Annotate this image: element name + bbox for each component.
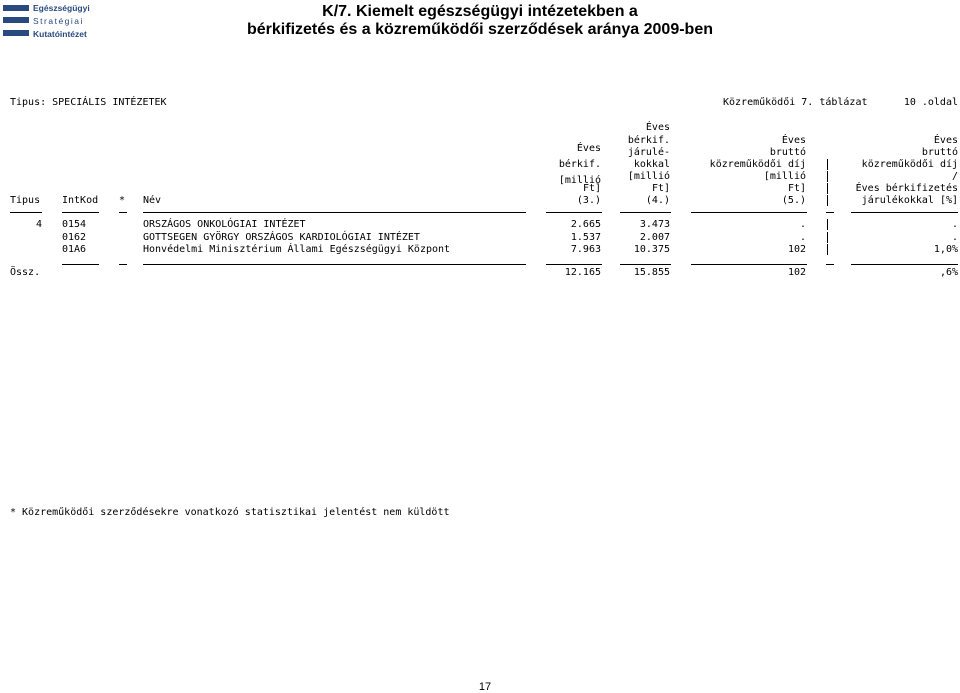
table-reference: Közreműködői 7. táblázat [723, 97, 868, 108]
column-separator [827, 219, 828, 230]
page-title-line-1: K/7. Kiemelt egészségügyi intézetekben a [322, 3, 638, 20]
header-c3-line: (3.) [576, 195, 601, 206]
table-row-c3: 7.963 [570, 244, 601, 255]
header-c6-line: bruttó [921, 147, 958, 158]
rule [143, 264, 526, 265]
column-separator [827, 244, 828, 255]
header-c4-line: Ft] [651, 183, 670, 194]
table-row-name: GOTTSEGEN GYÖRGY ORSZÁGOS KARDIOLÓGIAI INTÉZET [143, 232, 420, 243]
header-nev: Név [143, 195, 162, 206]
header-c6-line: Éves [933, 135, 958, 146]
table-row-c5: . [799, 219, 806, 230]
header-c4-line: [millió [627, 171, 670, 182]
header-c4-line: bérkif. [627, 135, 670, 146]
column-separator [827, 159, 828, 170]
header-c5-line: (5.) [781, 195, 806, 206]
rule [62, 264, 99, 265]
header-c5-line: Éves [781, 135, 806, 146]
rule [143, 212, 526, 213]
total-c4: 15.855 [633, 267, 670, 278]
rule [62, 212, 99, 213]
rule [546, 212, 602, 213]
rule [826, 264, 834, 265]
table-row-name: ORSZÁGOS ONKOLÓGIAI INTÉZET [143, 219, 306, 230]
rule [620, 264, 671, 265]
table-row-c4: 10.375 [633, 244, 670, 255]
header-c6-line: járulékokkal [%] [861, 195, 958, 206]
total-c6: ,6% [939, 267, 958, 278]
column-separator [827, 232, 828, 243]
rule [546, 264, 602, 265]
institution-type: Tipus: SPECIÁLIS INTÉZETEK [10, 97, 167, 108]
logo-line-3: Kutatóintézet [33, 29, 87, 39]
rule [851, 212, 958, 213]
rule [119, 264, 127, 265]
table-row-c6: . [951, 232, 958, 243]
column-separator [827, 195, 828, 206]
table-row-c4: 2.007 [639, 232, 670, 243]
header-c3-line: Ft] [582, 183, 601, 194]
header-c6-line: közreműködői díj [861, 159, 958, 170]
table-row-name: Honvédelmi Minisztérium Állami Egészségügyi Központ [143, 244, 451, 255]
rule [826, 212, 834, 213]
page-number: 17 [478, 681, 492, 693]
header-c5-line: bruttó [769, 147, 806, 158]
table-row-tipus: 4 [35, 219, 42, 230]
total-c3: 12.165 [564, 267, 601, 278]
footnote: * Közreműködői szerződésekre vonatkozó statisztikai jelentést nem küldött [10, 507, 450, 518]
table-row-c6: 1,0% [933, 244, 958, 255]
header-c6-line: Éves bérkifizetés [855, 183, 958, 194]
logo-line-1: Egészségügyi [33, 3, 90, 13]
total-label: Össz. [10, 267, 41, 278]
table-row-intkod: 01A6 [62, 244, 87, 255]
header-c6-line: / [951, 171, 958, 182]
rule [691, 264, 807, 265]
total-c5: 102 [787, 267, 806, 278]
rule [691, 212, 807, 213]
header-intkod: IntKod [62, 195, 99, 206]
header-c3-line: [millió [558, 175, 601, 186]
table-row-c4: 3.473 [639, 219, 670, 230]
header-tipus: Tipus [10, 195, 41, 206]
header-c5-line: [millió [763, 171, 806, 182]
table-row-c3: 1.537 [570, 232, 601, 243]
column-separator [827, 171, 828, 182]
table-row-intkod: 0154 [62, 219, 87, 230]
table-row-c6: . [951, 219, 958, 230]
page-reference: 10 .oldal [903, 97, 958, 108]
table-row-c5: . [799, 232, 806, 243]
header-c3-line: Éves [576, 143, 601, 154]
header-c4-line: Éves [645, 122, 670, 133]
header-c4-line: (4.) [645, 195, 670, 206]
header-c5-line: Ft] [787, 183, 806, 194]
rule [119, 212, 127, 213]
header-c5-line: közreműködői díj [709, 159, 806, 170]
header-c4-line: kokkal [633, 159, 670, 170]
logo-line-2: Stratégiai [33, 16, 84, 26]
header-star: * [119, 195, 126, 206]
header-c3-line: bérkif. [558, 159, 601, 170]
page-title-line-2: bérkifizetés és a közreműködői szerződések aránya 2009-ben [247, 21, 713, 38]
table-row-intkod: 0162 [62, 232, 87, 243]
header-c4-line: járulé- [627, 147, 670, 158]
table-row-c3: 2.665 [570, 219, 601, 230]
rule [851, 264, 958, 265]
rule [620, 212, 671, 213]
column-separator [827, 183, 828, 194]
table-row-c5: 102 [787, 244, 806, 255]
rule [10, 212, 42, 213]
